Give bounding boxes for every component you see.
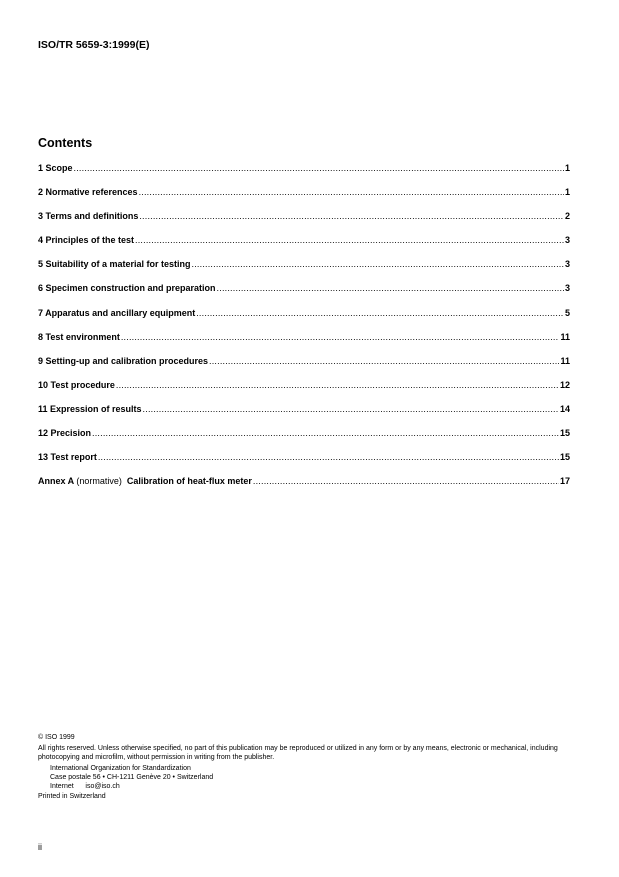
toc-entry-page: 3	[564, 259, 570, 270]
printed-in: Printed in Switzerland	[38, 792, 106, 800]
toc-entry-page: 15	[559, 428, 570, 439]
toc-entry-label: 11 Expression of results	[38, 403, 142, 414]
annex-type: (normative)	[76, 476, 122, 487]
toc-entry-principles-of-the-test[interactable]	[38, 235, 570, 259]
toc-entry-label: 3 Terms and definitions	[38, 211, 139, 222]
toc-leader-dots	[116, 380, 559, 390]
toc-entry-test-report[interactable]	[38, 452, 570, 476]
toc-leader-dots	[217, 283, 564, 293]
organization-address: Case postale 56 • CH-1211 Genève 20 • Switzerland	[50, 774, 214, 782]
toc-entry-annex-a[interactable]	[38, 476, 570, 500]
toc-entry-specimen-construction[interactable]	[38, 283, 570, 307]
toc-entry-test-procedure[interactable]	[38, 380, 570, 404]
toc-entry-page: 3	[564, 283, 570, 294]
toc-entry-test-environment[interactable]	[38, 332, 570, 356]
toc-entry-page: 11	[560, 355, 570, 366]
toc-entry-page: 12	[559, 379, 570, 390]
internet-label: Internet	[50, 783, 74, 791]
toc-entry-label: 4 Principles of the test	[38, 235, 135, 246]
organization-name: International Organization for Standardization	[50, 765, 191, 773]
toc-leader-dots	[253, 476, 559, 486]
toc-entry-page: 17	[559, 476, 570, 487]
toc-entry-setting-up[interactable]	[38, 356, 570, 380]
toc-leader-dots	[98, 452, 559, 462]
page-number: ii	[38, 842, 42, 852]
document-id-header: ISO/TR 5659-3:1999(E)	[38, 39, 150, 51]
toc-entry-label: 9 Setting-up and calibration procedures	[38, 355, 209, 366]
toc-entry-label: 1 Scope	[38, 163, 73, 173]
toc-entry-terms-and-definitions[interactable]	[38, 211, 570, 235]
copyright-block	[38, 733, 583, 801]
toc-entry-precision[interactable]	[38, 428, 570, 452]
toc-entry-label: 5 Suitability of a material for testing	[38, 259, 191, 270]
internet-email[interactable]: iso@iso.ch	[85, 783, 120, 791]
annex-title: Calibration of heat-flux meter	[126, 476, 252, 487]
toc-entry-page: 5	[564, 307, 570, 318]
toc-entry-page: 11	[560, 331, 570, 342]
toc-entry-page: 2	[564, 211, 570, 222]
toc-entry-page: 3	[564, 235, 570, 246]
toc-entry-label: 13 Test report	[38, 452, 97, 463]
contents-heading: Contents	[38, 136, 93, 150]
toc-entry-label: 10 Test procedure	[38, 379, 115, 390]
toc-entry-label: 6 Specimen construction and preparation	[38, 283, 216, 294]
toc-entry-scope[interactable]	[38, 163, 570, 187]
toc-leader-dots	[192, 259, 564, 269]
toc-leader-dots	[143, 404, 559, 414]
toc-leader-dots	[139, 187, 564, 197]
toc-leader-dots	[196, 308, 564, 318]
toc-entry-label: 8 Test environment	[38, 331, 120, 342]
toc-entry-apparatus[interactable]	[38, 308, 570, 332]
toc-entry-page: 1	[564, 187, 570, 198]
toc-leader-dots	[139, 211, 564, 221]
internet-line	[38, 782, 583, 791]
toc-entry-label: 2 Normative references	[38, 187, 138, 198]
table-of-contents	[38, 163, 570, 500]
toc-entry-expression-of-results[interactable]	[38, 404, 570, 428]
toc-leader-dots	[92, 428, 559, 438]
toc-entry-page: 14	[559, 403, 570, 414]
toc-leader-dots	[121, 332, 560, 342]
toc-entry-label	[38, 476, 252, 486]
copyright-notice: © ISO 1999	[38, 734, 75, 741]
toc-leader-dots	[74, 163, 564, 173]
rights-statement: All rights reserved. Unless otherwise specified, no part of this publication may be reproduced or utilized in any form or by any means, electronic or mechanical, including photocopying and microfilm, without permission in writing from the publisher.	[38, 745, 558, 762]
toc-entry-label: 12 Precision	[38, 428, 92, 439]
annex-label: Annex A	[38, 476, 74, 487]
toc-entry-label: 7 Apparatus and ancillary equipment	[38, 307, 196, 318]
toc-leader-dots	[209, 356, 559, 366]
toc-entry-page: 15	[559, 452, 570, 463]
toc-entry-suitability[interactable]	[38, 259, 570, 283]
toc-entry-page: 1	[564, 163, 570, 173]
toc-leader-dots	[135, 235, 564, 245]
toc-entry-normative-references[interactable]	[38, 187, 570, 211]
